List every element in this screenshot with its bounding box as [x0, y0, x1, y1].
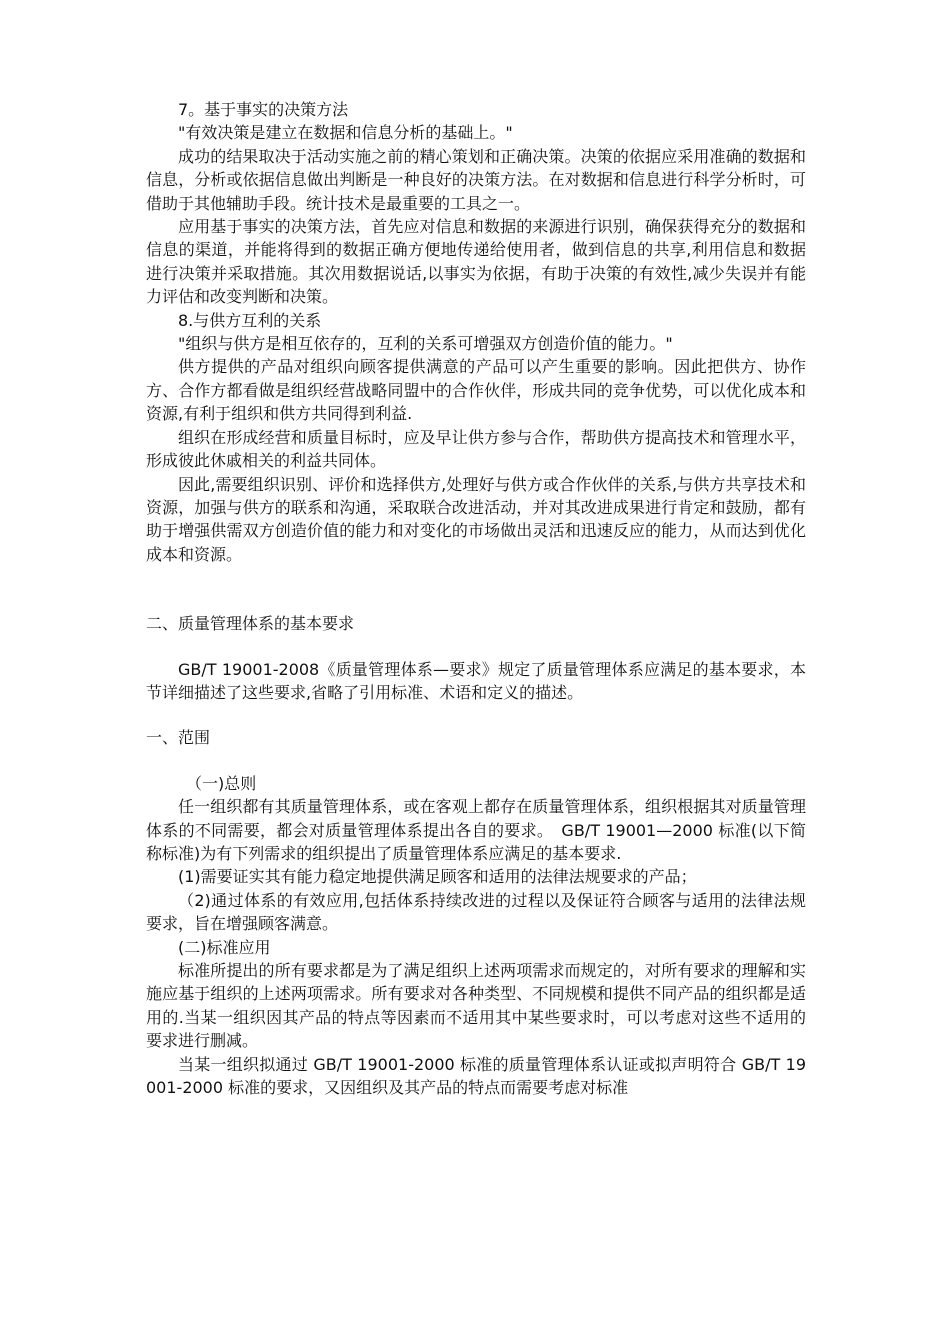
part-2-heading: 二、质量管理体系的基本要求 — [146, 614, 355, 634]
spacer — [146, 636, 806, 658]
part-2-intro: GB/T 19001-2008《质量管理体系—要求》规定了质量管理体系应满足的基本要求，本节详细描述了这些要求,省略了引用标准、术语和定义的描述。 — [146, 659, 806, 702]
section-7-paragraph-1: 成功的结果取决于活动实施之前的精心策划和正确决策。决策的依据应采用准确的数据和信息，分析或依据信息做出判断是一种良好的决策方法。在对数据和信息进行科学分析时，可借助于其他辅助手段。统计技术是最重要的工具之一。 — [146, 146, 806, 213]
section-7-quote: "有效决策是建立在数据和信息分析的基础上。" — [178, 123, 513, 143]
apply-paragraph-2: 当某一组织拟通过 GB/T 19001-2000 标准的质量管理体系认证或拟声明符合 GB/T 19001-2000 标准的要求，又因组织及其产品的特点而需要考虑对标准 — [146, 1054, 806, 1098]
section-8-paragraph-1: 供方提供的产品对组织向顾客提供满意的产品可以产生重要的影响。因此把供方、协作方、合作方都看做是组织经营战略同盟中的合作伙伴，形成共同的竞争优势，可以优化成本和资源,有利于组织和供方共同得到利益. — [146, 357, 806, 424]
section-7-paragraph-2: 应用基于事实的决策方法，首先应对信息和数据的来源进行识别，确保获得充分的数据和信息的渠道，并能将得到的数据正确方便地传递给使用者，做到信息的共享,利用信息和数据进行决策并采取措施。其次用数据说话,以事实为依据，有助于决策的有效性,减少失误并有能力评估和改变判断和决策。 — [146, 217, 806, 307]
spacer — [146, 566, 806, 612]
spacer — [146, 704, 806, 726]
spacer — [146, 750, 806, 772]
section-8-quote: "组织与供方是相互依存的，互利的关系可增强双方创造价值的能力。" — [178, 334, 673, 354]
section-8-paragraph-3: 因此,需要组织识别、评价和选择供方,处理好与供方或合作伙伴的关系,与供方共享技术和资源，加强与供方的联系和沟通，采取联合改进活动，并对其改进成果进行肯定和鼓励，都有助于增强供需双方创造价值的能力和对变化的市场做出灵活和迅速反应的能力，从而达到优化成本和资源。 — [146, 474, 806, 564]
scope-heading: 一、范围 — [146, 728, 211, 748]
section-7-title: 7。基于事实的决策方法 — [178, 100, 349, 119]
document-page — [146, 98, 806, 1099]
general-heading: （一)总则 — [186, 773, 257, 793]
general-item-2: （2)通过体系的有效应用,包括体系持续改进的过程以及保证符合顾客与适用的法律法规要求，旨在增强顾客满意。 — [146, 890, 806, 934]
apply-heading: (二)标准应用 — [178, 937, 271, 957]
general-item-1: (1)需要证实其有能力稳定地提供满足顾客和适用的法律法规要求的产品； — [178, 867, 697, 887]
general-paragraph: 任一组织都有其质量管理体系，或在客观上都存在质量管理体系，组织根据其对质量管理体系的不同需要，都会对质量管理体系提出各自的要求。 GB/T 19001—2000 标准(以下简称标准)为有下列需求的组织提出了质量管理体系应满足的基本要求. — [146, 797, 806, 863]
section-8-paragraph-2: 组织在形成经营和质量目标时，应及早让供方参与合作，帮助供方提高技术和管理水平，形成彼此休戚相关的利益共同体。 — [146, 427, 806, 471]
section-8-title: 8.与供方互利的关系 — [178, 310, 322, 330]
apply-paragraph-1: 标准所提出的所有要求都是为了满足组织上述两项需求而规定的，对所有要求的理解和实施应基于组织的上述两项需求。所有要求对各种类型、不同规模和提供不同产品的组织都是适用的.当某一组织因其产品的特点等因素而不适用其中某些要求时，可以考虑对这些不适用的要求进行删减。 — [146, 961, 806, 1051]
